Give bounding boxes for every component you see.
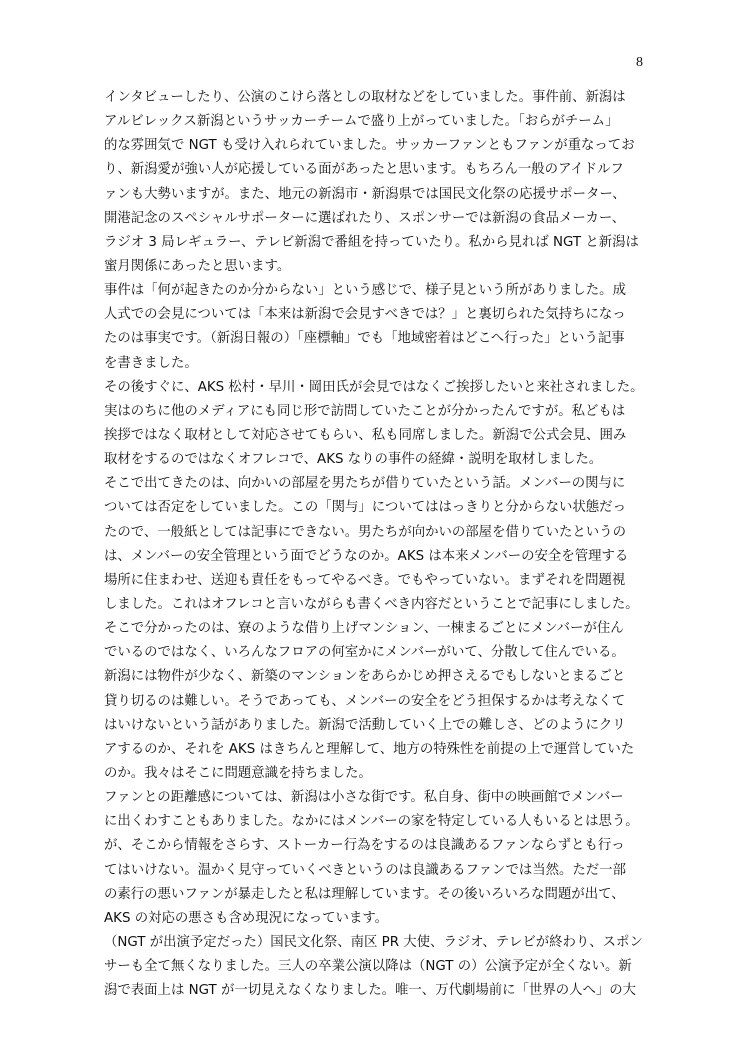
text-line: AKS の対応の悪さも含め現況になっています。 — [104, 910, 389, 926]
text-line: 人式での会見については「本来は新潟で会見すべきでは？」と裏切られた気持ちになっ — [104, 307, 626, 323]
text-line: 貸り切るのは難しい。そうであっても、メンバーの安全をどう担保するかは考えなくて — [104, 693, 626, 709]
text-line: サーも全て無くなりました。三人の卒業公演以降は（NGT の）公演予定が全くない。新 — [104, 959, 632, 975]
text-line: 的な雰囲気で NGT も受け入れられていました。サッカーファンともファンが重なってお — [104, 138, 635, 154]
text-line: の素行の悪いファンが暴走したと私は理解しています。その後いろいろな問題が出て、 — [104, 886, 625, 902]
text-line: ファンとの距離感については、新潟は小さな街です。私自身、街中の映画館でメンバー — [104, 790, 624, 806]
text-line: 開港記念のスペシャルサポーターに選ばれたり、スポンサーでは新潟の食品メーカー、 — [104, 210, 626, 226]
text-line: 潟で表面上は NGT が一切見えなくなりました。唯一、万代劇場前に「世界の人へ」の大 — [104, 983, 637, 999]
text-line: インタビューしたり、公演のこけら落としの取材などをしていました。事件前、新潟は — [104, 90, 626, 105]
body-text — [104, 86, 649, 1003]
text-line: たのは事実です。（新潟日報の）「座標軸」でも「地域密着はどこへ行った」という記事 — [104, 331, 625, 347]
text-line: そこで分かったのは、寮のような借り上げマンション、一棟まるごとにメンバーが住ん — [104, 621, 624, 637]
text-line: ついては否定をしていました。この「関与」についてははっきりと分からない状態だっ — [104, 500, 626, 516]
text-line: 実はのちに他のメディアにも同じ形で訪問していたことが分かったんですが。私どもは — [104, 403, 626, 419]
text-line: 蜜月関係にあったと思います。 — [104, 258, 291, 274]
text-line: その後すぐに、AKS 松村・早川・岡田氏が会見ではなくご挨拶したいと来社されました。 — [104, 379, 644, 395]
text-line: は、メンバーの安全管理という面でどうなのか。AKS は本来メンバーの安全を管理する — [104, 548, 629, 564]
text-line: が、そこから情報をさらす、ストーカー行為をするのは良識あるファンならずとも行っ — [104, 838, 625, 854]
text-line: ラジオ 3 局レギュラー、テレビ新潟で番組を持っていたり。私から見れば NGT と新潟は — [104, 234, 639, 250]
text-line: のか。我々はそこに問題意識を持ちました。 — [104, 765, 372, 781]
text-line: り、新潟愛が強い人が応援している面があったと思います。もちろん一般のアイドルフ — [104, 162, 624, 178]
text-line: を書きました。 — [104, 355, 198, 371]
text-line: しました。これはオフレコと言いながらも書くべき内容だということで記事にしました。 — [104, 596, 639, 612]
text-line: 取材をするのではなくオフレコで、AKS なりの事件の経緯・説明を取材しました。 — [104, 452, 603, 468]
text-line: でいるのではなく、いろんなフロアの何室かにメンバーがいて、分散して住んでいる。 — [104, 645, 625, 661]
text-line: てはいけない。温かく見守っていくべきというのは良識あるファンでは当然。ただ一部 — [104, 862, 626, 878]
text-line: 場所に住まわせ、送迎も責任をもってやるべき。でもやっていない。まずそれを問題視 — [104, 572, 626, 588]
text-line: 挨拶ではなく取材として対応させてもらい、私も同席しました。新潟で公式会見、囲み — [104, 427, 627, 443]
text-line: 新潟には物件が少なく、新築のマンションをあらかじめ押さえるでもしないとまるごと — [104, 669, 626, 685]
page-number: 8 — [636, 55, 643, 70]
text-line: はいけないという話がありました。新潟で活動していく上での難しさ、どのようにクリ — [104, 717, 626, 733]
text-line: アするのか、それを AKS はきちんと理解して、地方の特殊性を前提の上で運営していた — [104, 741, 635, 757]
text-line: たので、一般紙としては記事にできない。男たちが向かいの部屋を借りていたというの — [104, 524, 626, 540]
text-line: 事件は「何が起きたのか分からない」という感じで、様子見という所がありました。成 — [104, 283, 626, 299]
text-line: （NGT が出演予定だった）国民文化祭、南区 PR 大使、ラジオ、テレビが終わり、スポン — [104, 934, 643, 950]
text-line: アルビレックス新潟というサッカーチームで盛り上がっていました。「おらがチーム」 — [104, 114, 619, 130]
text-line: に出くわすこともありました。なかにはメンバーの家を特定している人もいるとは思う。 — [104, 814, 639, 830]
text-line: ァンも大勢いますが。また、地元の新潟市・新潟県では国民文化祭の応援サポーター、 — [104, 186, 626, 202]
text-line: そこで出てきたのは、向かいの部屋を男たちが借りていたという話。メンバーの関与に — [104, 476, 626, 492]
